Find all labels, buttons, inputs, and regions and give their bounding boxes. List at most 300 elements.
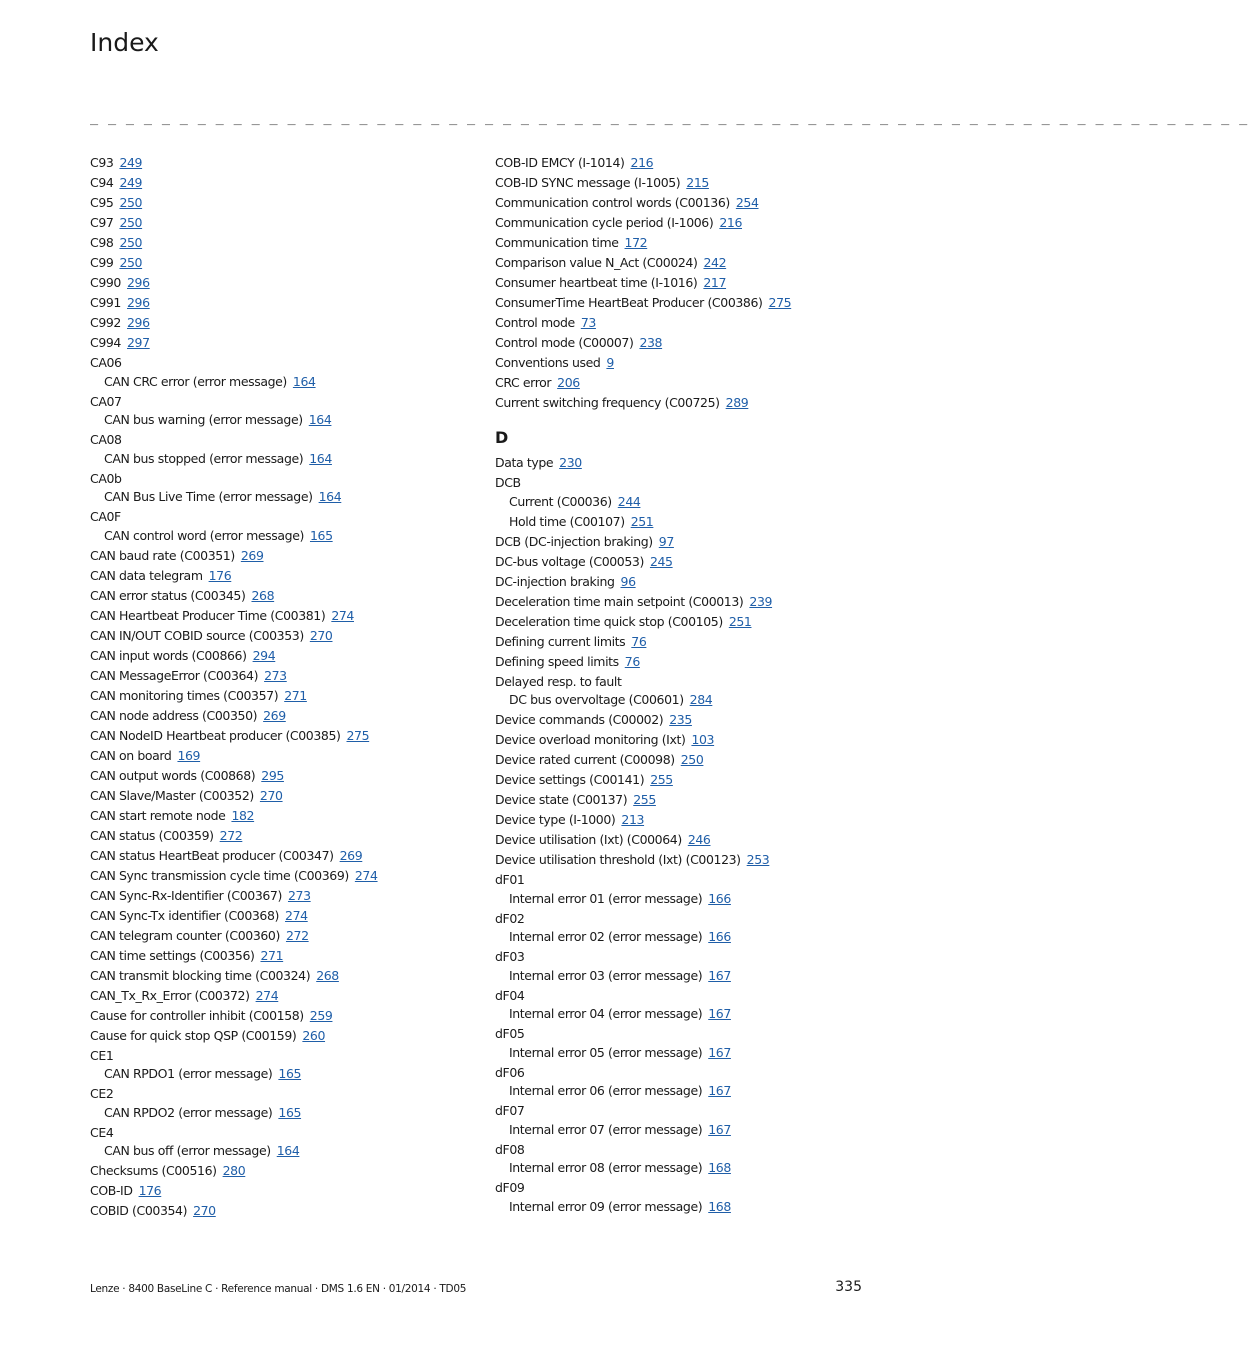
- page-link[interactable]: 253: [746, 852, 770, 867]
- page-link[interactable]: 296: [127, 295, 150, 310]
- page-link[interactable]: 250: [680, 752, 704, 767]
- page-link[interactable]: 260: [302, 1027, 326, 1043]
- index-entry-text: C994: [90, 335, 121, 350]
- page-link[interactable]: 295: [261, 767, 284, 783]
- index-entry-text: dF03: [495, 949, 525, 964]
- page-link[interactable]: 167: [708, 1006, 731, 1021]
- index-entry-text: CAN time settings (C00356): [90, 947, 255, 963]
- index-entry: [495, 1101, 875, 1120]
- index-entry-text: Data type: [495, 455, 554, 470]
- index-entry: [495, 1178, 875, 1197]
- index-entry-text: Delayed resp. to fault: [495, 673, 622, 689]
- index-entry-text: CAN on board: [90, 747, 172, 763]
- index-entry-text: Internal error 04 (error message): [509, 1006, 703, 1021]
- index-entry-text: Checksums (C00516): [90, 1163, 217, 1178]
- index-entry-text: Internal error 03 (error message): [509, 967, 703, 983]
- index-entry-text: Conventions used: [495, 355, 601, 370]
- index-entry: [495, 830, 875, 850]
- index-entry-text: C992: [90, 315, 121, 330]
- index-entry: [495, 1063, 875, 1082]
- index-entry-text: dF08: [495, 1141, 525, 1157]
- index-entry-text: COBID (C00354): [90, 1203, 188, 1218]
- page-link[interactable]: 73: [580, 315, 596, 330]
- index-subentry: [90, 1064, 480, 1084]
- page-link[interactable]: 213: [621, 812, 645, 827]
- index-entry: [495, 373, 875, 393]
- index-entry-text: CAN Heartbeat Producer Time (C00381): [90, 607, 326, 623]
- index-subentry: [495, 966, 875, 986]
- index-entry-text: CAN monitoring times (C00357): [90, 687, 279, 703]
- index-entry-text: Device utilisation threshold (Ixt) (C00123): [495, 852, 741, 867]
- index-subentry: [495, 1081, 875, 1101]
- index-entry-text: CAN control word (error message): [104, 527, 304, 543]
- index-entry-text: CAN input words (C00866): [90, 647, 247, 663]
- index-entry: [90, 946, 480, 966]
- index-entry-text: Control mode: [495, 315, 575, 330]
- index-entry: [495, 870, 875, 889]
- page-link[interactable]: 230: [559, 455, 582, 470]
- index-entry-text: dF01: [495, 872, 525, 887]
- index-entry-text: Deceleration time main setpoint (C00013): [495, 593, 744, 609]
- index-entry: [90, 586, 480, 606]
- index-entry: [90, 846, 480, 866]
- page-link[interactable]: 172: [624, 235, 648, 250]
- index-entry: [90, 1181, 480, 1201]
- index-entry: [90, 546, 480, 566]
- index-subentry: [495, 1043, 875, 1063]
- page-link[interactable]: 280: [222, 1163, 246, 1178]
- index-entry: [495, 253, 875, 273]
- index-subentry: [495, 1197, 875, 1217]
- page-link[interactable]: 245: [649, 553, 673, 569]
- page-link[interactable]: 216: [630, 155, 654, 170]
- index-entry-text: Device state (C00137): [495, 792, 628, 807]
- page-link[interactable]: 164: [308, 412, 332, 427]
- index-entry-text: C97: [90, 215, 114, 230]
- page-link[interactable]: 165: [278, 1066, 302, 1081]
- page-link[interactable]: 167: [708, 1083, 731, 1098]
- page-link[interactable]: 176: [208, 567, 232, 583]
- index-entry-text: dF07: [495, 1103, 525, 1118]
- index-entry: [495, 572, 875, 592]
- index-entry-text: Current switching frequency (C00725): [495, 395, 720, 410]
- index-entry-text: Control mode (C00007): [495, 335, 634, 350]
- index-entry: [90, 666, 480, 686]
- page-link[interactable]: 274: [354, 867, 378, 883]
- page-link[interactable]: 103: [691, 732, 715, 747]
- index-entry-text: CA07: [90, 393, 122, 409]
- index-entry: [495, 810, 875, 830]
- page-link[interactable]: 216: [719, 215, 743, 230]
- index-entry-text: DC bus overvoltage (C00601): [509, 692, 684, 707]
- index-entry: [495, 730, 875, 750]
- index-entry: [495, 293, 875, 313]
- page-link[interactable]: 166: [708, 929, 731, 944]
- page-link[interactable]: 97: [658, 533, 674, 549]
- index-subentry: [90, 410, 480, 430]
- index-entry: [90, 886, 480, 906]
- page-link[interactable]: 167: [708, 1044, 731, 1060]
- index-entry-text: CAN start remote node: [90, 807, 226, 823]
- index-entry: [90, 566, 480, 586]
- index-entry-text: dF04: [495, 987, 525, 1003]
- index-entry: [495, 1024, 875, 1043]
- index-entry-text: Current (C00036): [509, 493, 612, 509]
- page-link[interactable]: 166: [708, 890, 731, 906]
- index-entry-text: Communication cycle period (I-1006): [495, 215, 714, 230]
- page-link[interactable]: 246: [687, 832, 711, 847]
- index-entry: [90, 1026, 480, 1046]
- index-entry-text: Internal error 09 (error message): [509, 1198, 703, 1214]
- page-link[interactable]: 235: [669, 712, 692, 727]
- index-subentry: [495, 1158, 875, 1178]
- page-link[interactable]: 272: [285, 927, 309, 943]
- index-entry: [495, 750, 875, 770]
- page-link[interactable]: 76: [631, 633, 647, 649]
- page-link[interactable]: 259: [309, 1007, 333, 1023]
- index-letter-heading: D: [495, 428, 509, 447]
- index-entry: [495, 612, 875, 632]
- page-link[interactable]: 297: [127, 335, 150, 350]
- index-entry-text: CAN MessageError (C00364): [90, 667, 259, 683]
- page-link[interactable]: 254: [735, 195, 759, 210]
- index-entry-text: CA0F: [90, 509, 121, 524]
- index-entry-text: CAN NodeID Heartbeat producer (C00385): [90, 727, 341, 743]
- footer-document-info: Lenze · 8400 BaseLine C · Reference manual · DMS 1.6 EN · 01/2014 · TD05: [90, 1283, 467, 1295]
- page-link[interactable]: 268: [316, 967, 339, 983]
- index-entry-text: Internal error 02 (error message): [509, 929, 703, 944]
- index-entry: [495, 153, 875, 173]
- index-entry-text: CAN node address (C00350): [90, 707, 258, 723]
- index-entry: [90, 606, 480, 626]
- index-entry: [495, 193, 875, 213]
- index-entry-text: CAN RPDO2 (error message): [104, 1104, 273, 1120]
- index-entry: [495, 790, 875, 810]
- index-subentry: [90, 1103, 480, 1123]
- index-entry-text: CAN output words (C00868): [90, 767, 256, 783]
- index-entry: [90, 392, 480, 411]
- page-link[interactable]: 76: [624, 653, 640, 669]
- page-link[interactable]: 270: [259, 787, 283, 803]
- index-entry: [90, 806, 480, 826]
- page-link[interactable]: 182: [231, 807, 255, 823]
- page-link[interactable]: 251: [630, 513, 654, 529]
- page-link[interactable]: 296: [127, 275, 150, 290]
- page-link[interactable]: 296: [127, 315, 150, 330]
- index-entry-text: DC-injection braking: [495, 573, 615, 589]
- index-entry-text: CAN bus off (error message): [104, 1143, 271, 1158]
- index-entry-text: C99: [90, 255, 114, 270]
- index-entry-text: CAN baud rate (C00351): [90, 547, 235, 563]
- page-link[interactable]: 275: [346, 727, 370, 743]
- index-entry: [495, 1140, 875, 1159]
- index-entry: [90, 746, 480, 766]
- index-entry-text: CAN IN/OUT COBID source (C00353): [90, 627, 304, 643]
- index-entry: [90, 353, 480, 372]
- page-link[interactable]: 165: [278, 1104, 302, 1120]
- index-subentry: [495, 927, 875, 947]
- page-link[interactable]: 96: [620, 573, 636, 589]
- index-entry: [495, 672, 875, 691]
- index-entry: [90, 173, 480, 193]
- index-entry: [495, 393, 875, 413]
- page-link[interactable]: 206: [557, 375, 580, 390]
- index-entry: [495, 909, 875, 928]
- index-entry-text: Device rated current (C00098): [495, 752, 675, 767]
- page-link[interactable]: 250: [119, 215, 143, 230]
- page-link[interactable]: 242: [703, 255, 727, 270]
- index-entry-text: CAN Sync-Tx identifier (C00368): [90, 907, 280, 923]
- index-entry: [495, 532, 875, 552]
- index-entry: [495, 473, 875, 492]
- page-link[interactable]: 250: [119, 235, 143, 250]
- page-link[interactable]: 164: [318, 489, 342, 504]
- index-entry-text: Device settings (C00141): [495, 772, 645, 787]
- index-subentry: [90, 1141, 480, 1161]
- index-entry: [90, 626, 480, 646]
- page-link[interactable]: 250: [119, 195, 143, 210]
- index-entry-text: CAN bus stopped (error message): [104, 450, 304, 466]
- page-link[interactable]: 238: [639, 335, 663, 350]
- index-entry-text: CA06: [90, 355, 122, 370]
- index-entry: [90, 906, 480, 926]
- index-entry: [495, 213, 875, 233]
- index-entry-text: Cause for quick stop QSP (C00159): [90, 1027, 297, 1043]
- page-link[interactable]: 269: [263, 707, 286, 723]
- index-entry-text: dF02: [495, 910, 525, 926]
- index-entry: [90, 1123, 480, 1142]
- index-entry: [495, 710, 875, 730]
- index-entry: [90, 333, 480, 353]
- index-entry: [90, 986, 480, 1006]
- page-link[interactable]: 251: [728, 613, 752, 629]
- index-entry-text: CAN Slave/Master (C00352): [90, 787, 254, 803]
- index-entry-text: CAN CRC error (error message): [104, 373, 287, 389]
- index-entry: [495, 453, 875, 473]
- index-entry-text: Device type (I-1000): [495, 812, 616, 827]
- index-entry: [90, 273, 480, 293]
- index-entry-text: Defining current limits: [495, 633, 626, 649]
- index-entry-text: Comparison value N_Act (C00024): [495, 255, 698, 270]
- index-entry: [495, 652, 875, 672]
- index-entry: [90, 1161, 480, 1181]
- index-subentry: [90, 449, 480, 469]
- page-link[interactable]: 284: [689, 692, 713, 707]
- page-link[interactable]: 164: [292, 373, 316, 389]
- index-entry-text: DCB (DC-injection braking): [495, 533, 653, 549]
- page-link[interactable]: 294: [252, 647, 276, 663]
- page-link[interactable]: 271: [284, 687, 307, 703]
- index-entry-text: Device commands (C00002): [495, 712, 664, 727]
- index-entry: [90, 766, 480, 786]
- index-entry-text: CE1: [90, 1047, 114, 1063]
- index-entry: [90, 966, 480, 986]
- page-link[interactable]: 217: [703, 275, 727, 290]
- index-entry-text: CAN bus warning (error message): [104, 412, 303, 427]
- index-entry: [90, 646, 480, 666]
- index-entry-text: Communication control words (C00136): [495, 195, 730, 210]
- index-entry-text: CAN Bus Live Time (error message): [104, 489, 313, 504]
- index-entry-text: Device overload monitoring (Ixt): [495, 732, 686, 747]
- index-entry-text: C94: [90, 175, 114, 190]
- index-subentry: [90, 526, 480, 546]
- page-link[interactable]: 289: [725, 395, 749, 410]
- index-entry-text: COB-ID SYNC message (I-1005): [495, 175, 681, 190]
- page-link[interactable]: 271: [260, 947, 284, 963]
- index-entry-text: Consumer heartbeat time (I-1016): [495, 275, 698, 290]
- index-entry: [90, 1006, 480, 1026]
- page-link[interactable]: 168: [708, 1160, 731, 1175]
- page-link[interactable]: 250: [119, 255, 143, 270]
- index-entry-text: Internal error 07 (error message): [509, 1121, 703, 1137]
- index-entry: [90, 313, 480, 333]
- page-link[interactable]: 176: [138, 1183, 162, 1198]
- page-link[interactable]: 244: [617, 493, 641, 509]
- index-entry: [90, 866, 480, 886]
- page-link[interactable]: 215: [686, 175, 709, 190]
- index-column-right: [495, 153, 875, 1217]
- index-entry-text: C991: [90, 295, 121, 310]
- index-entry-text: Internal error 06 (error message): [509, 1083, 703, 1098]
- index-entry-text: CAN_Tx_Rx_Error (C00372): [90, 987, 250, 1003]
- index-entry: [90, 253, 480, 273]
- index-entry: [90, 786, 480, 806]
- index-entry-text: Hold time (C00107): [509, 513, 625, 529]
- page-link[interactable]: 249: [119, 155, 143, 170]
- page-link[interactable]: 274: [331, 607, 354, 623]
- index-entry: [90, 507, 480, 526]
- index-entry: [495, 986, 875, 1005]
- page-link[interactable]: 249: [119, 175, 143, 190]
- page-link[interactable]: 270: [309, 627, 333, 643]
- page-link[interactable]: 168: [708, 1198, 731, 1214]
- index-entry: [90, 153, 480, 173]
- page-link[interactable]: 274: [255, 987, 279, 1003]
- index-subentry: [495, 690, 875, 710]
- index-entry: [90, 469, 480, 488]
- index-entry-text: C990: [90, 275, 121, 290]
- page-link[interactable]: 270: [193, 1203, 216, 1218]
- index-subentry: [495, 512, 875, 532]
- index-subentry: [90, 372, 480, 392]
- page-link[interactable]: 255: [633, 792, 656, 807]
- page-number: 335: [835, 1279, 862, 1295]
- index-entry-text: CAN transmit blocking time (C00324): [90, 967, 311, 983]
- index-entry-text: CAN RPDO1 (error message): [104, 1066, 273, 1081]
- index-entry-text: CE4: [90, 1124, 114, 1140]
- index-entry: [495, 173, 875, 193]
- index-entry: [90, 1084, 480, 1103]
- page-link[interactable]: 273: [287, 887, 311, 903]
- page-link[interactable]: 272: [219, 827, 243, 843]
- index-entry: [90, 826, 480, 846]
- index-subentry: [495, 889, 875, 909]
- index-entry: [90, 293, 480, 313]
- index-entry-text: CAN data telegram: [90, 567, 203, 583]
- page-link[interactable]: 275: [768, 295, 792, 310]
- index-entry: [495, 592, 875, 612]
- index-entry-text: ConsumerTime HeartBeat Producer (C00386): [495, 295, 763, 310]
- page-link[interactable]: 164: [309, 450, 332, 466]
- page-link[interactable]: 255: [650, 772, 673, 787]
- index-entry-text: CA08: [90, 432, 122, 447]
- page-link[interactable]: 269: [339, 847, 363, 863]
- page-link[interactable]: 274: [285, 907, 308, 923]
- index-entry-text: C95: [90, 195, 114, 210]
- index-entry-text: CA0b: [90, 470, 122, 486]
- page-link[interactable]: 164: [276, 1143, 300, 1158]
- index-entry-text: dF05: [495, 1026, 525, 1041]
- index-entry: [495, 353, 875, 373]
- index-entry-text: CE2: [90, 1086, 114, 1101]
- index-entry-text: COB-ID EMCY (I-1014): [495, 155, 625, 170]
- index-entry: [495, 632, 875, 652]
- header-rule: _ _ _ _ _ _ _ _ _ _ _ _ _ _ _ _ _ _ _ _ _ _ _ _ _ _ _ _ _ _ _ _ _ _ _ _ _ _ _ _ _ _ _ _ _ _ _ _ _ _ _ _ _ _ _ _ _ _ _ _ _ _ _ _ _: [90, 110, 1248, 126]
- index-entry-text: DCB: [495, 475, 521, 490]
- page-link[interactable]: 165: [309, 527, 333, 543]
- index-entry: [495, 770, 875, 790]
- index-entry-text: COB-ID: [90, 1183, 133, 1198]
- index-entry: [495, 313, 875, 333]
- index-subentry: [495, 1120, 875, 1140]
- index-entry: [90, 193, 480, 213]
- index-entry-text: CAN Sync transmission cycle time (C00369): [90, 867, 349, 883]
- index-entry: [90, 726, 480, 746]
- page-link[interactable]: 268: [251, 587, 275, 603]
- page-link[interactable]: 9: [606, 355, 614, 370]
- page-link[interactable]: 273: [264, 667, 287, 683]
- page-link[interactable]: 167: [708, 967, 731, 983]
- index-entry: [90, 233, 480, 253]
- page-link[interactable]: 239: [749, 593, 773, 609]
- index-entry-text: Defining speed limits: [495, 653, 619, 669]
- page-link[interactable]: 167: [708, 1121, 731, 1137]
- index-column-left: [90, 153, 480, 1221]
- index-entry: [90, 706, 480, 726]
- index-entry-text: CAN telegram counter (C00360): [90, 927, 280, 943]
- index-entry-text: Communication time: [495, 235, 619, 250]
- index-entry-text: CAN error status (C00345): [90, 587, 246, 603]
- index-entry-text: DC-bus voltage (C00053): [495, 553, 644, 569]
- page-link[interactable]: 269: [240, 547, 264, 563]
- index-subentry: [90, 487, 480, 507]
- index-entry: [90, 1201, 480, 1221]
- index-entry-text: CAN Sync-Rx-Identifier (C00367): [90, 887, 282, 903]
- index-entry-text: C98: [90, 235, 114, 250]
- index-entry-text: Internal error 01 (error message): [509, 890, 703, 906]
- index-entry-text: Internal error 08 (error message): [509, 1160, 703, 1175]
- index-entry: [495, 233, 875, 253]
- index-entry-text: dF09: [495, 1180, 525, 1195]
- index-entry: [495, 947, 875, 966]
- index-entry-text: Device utilisation (Ixt) (C00064): [495, 832, 682, 847]
- index-entry-text: Deceleration time quick stop (C00105): [495, 613, 723, 629]
- index-entry: [90, 926, 480, 946]
- page-link[interactable]: 169: [177, 747, 201, 763]
- index-entry-text: dF06: [495, 1064, 525, 1080]
- index-entry: [495, 552, 875, 572]
- index-entry: [495, 333, 875, 353]
- index-entry-text: Internal error 05 (error message): [509, 1044, 703, 1060]
- index-entry-text: C93: [90, 155, 114, 170]
- index-subentry: [495, 492, 875, 512]
- page-title: Index: [90, 28, 159, 57]
- index-entry: [90, 430, 480, 449]
- index-entry-text: Cause for controller inhibit (C00158): [90, 1007, 304, 1023]
- index-subentry: [495, 1004, 875, 1024]
- index-entry-text: CAN status HeartBeat producer (C00347): [90, 847, 334, 863]
- index-entry: [90, 1046, 480, 1065]
